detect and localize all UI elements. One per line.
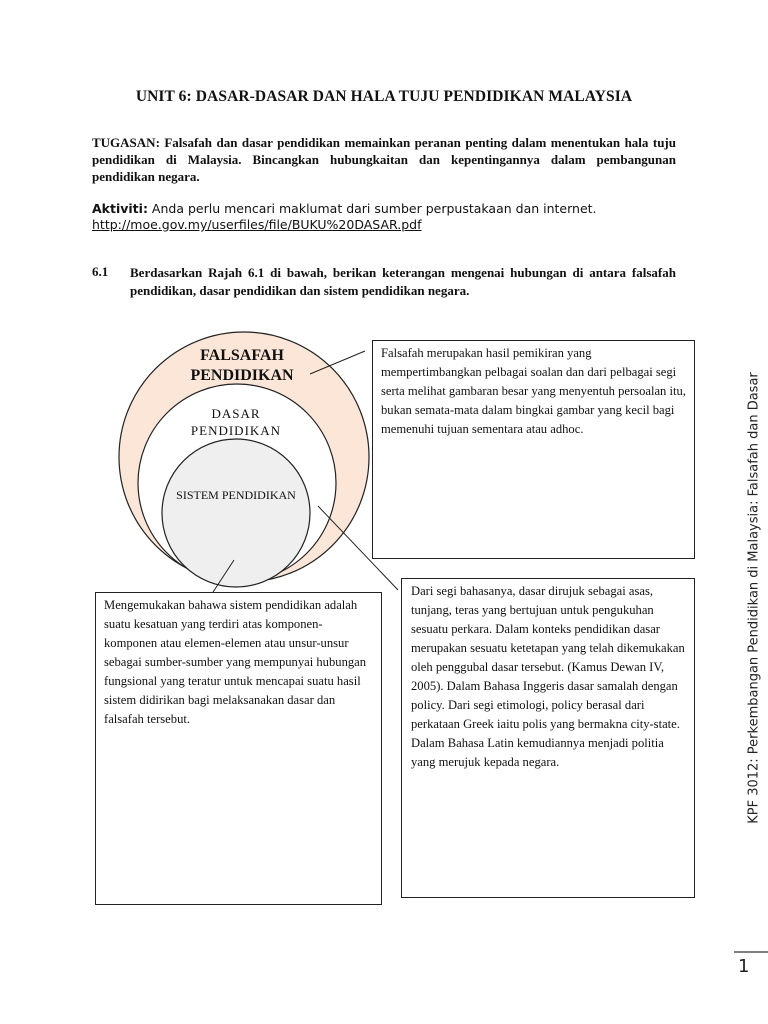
question-number: 6.1 <box>92 264 109 279</box>
reference-link[interactable]: http://moe.gov.my/userfiles/file/BUKU%20DASAR.pdf <box>92 217 422 232</box>
inner-circle-sistem <box>162 439 310 587</box>
activity-text: Anda perlu mencari maklumat dari sumber perpustakaan dan internet. <box>147 201 597 216</box>
page-title: UNIT 6: DASAR-DASAR DAN HALA TUJU PENDIDIKAN MALAYSIA <box>135 88 633 105</box>
page-number-rule <box>734 950 768 954</box>
activity-label: Aktiviti: <box>92 201 148 216</box>
task-paragraph: TUGASAN: Falsafah dan dasar pendidikan memainkan peranan penting dalam menentukan hala tuju pendidikan di Malaysia. Bincangkan hubungkaitan dan kepentingannya dalam pembangunan pendidikan negara. <box>92 135 676 184</box>
sistem-explanation-box: Mengemukakan bahawa sistem pendidikan adalah suatu kesatuan yang terdiri atas komponen-komponen atau elemen-elemen atau unsur-unsur sebagai sumber-sumber yang mempunyai hubungan fungsional yang teratur untuk mencapai suatu hasil sistem didirikan bagi melaksanakan dasar dan falsafah tersebut. <box>95 592 382 905</box>
dasar-explanation-box: Dari segi bahasanya, dasar dirujuk sebagai asas, tunjang, teras yang bertujuan untuk pengukuhan sesuatu perkara. Dalam konteks pendidikan dasar merupakan sesuatu ketetapan yang telah dikemukakan oleh penggubal dasar tersebut. (Kamus Dewan IV, 2005). Dalam Bahasa Inggeris dasar samalah dengan policy. Dari segi etimologi, policy berasal dari perkataan Greek iaitu polis yang bermakna city-state. Dalam Bahasa Latin kemudiannya menjadi politia yang merujuk kepada negara. <box>401 578 695 898</box>
falsafah-explanation-box: Falsafah merupakan hasil pemikiran yang mempertimbangkan pelbagai soalan dan dari pelbagai segi serta melihat gambaran besar yang menyentuh persoalan itu, bukan semata-mata dalam bingkai gambar yang kecil bagi memenuhi tujuan sementara atau adhoc. <box>372 340 695 559</box>
vertical-course-label: KPF 3012: Perkembangan Pendidikan di Malaysia: Falsafah dan Dasar <box>746 372 762 824</box>
middle-circle-label: DASAR PENDIDIKAN <box>190 406 282 438</box>
outer-circle-label: FALSAFAH PENDIDIKAN <box>190 347 294 384</box>
page-number: 1 <box>738 956 750 977</box>
inner-circle-label: SISTEM PENDIDIKAN <box>176 488 296 502</box>
question-text: Berdasarkan Rajah 6.1 di bawah, berikan keterangan mengenai hubungan di antara falsafah pendidikan, dasar pendidikan dan sistem pendidikan negara. <box>130 265 676 298</box>
